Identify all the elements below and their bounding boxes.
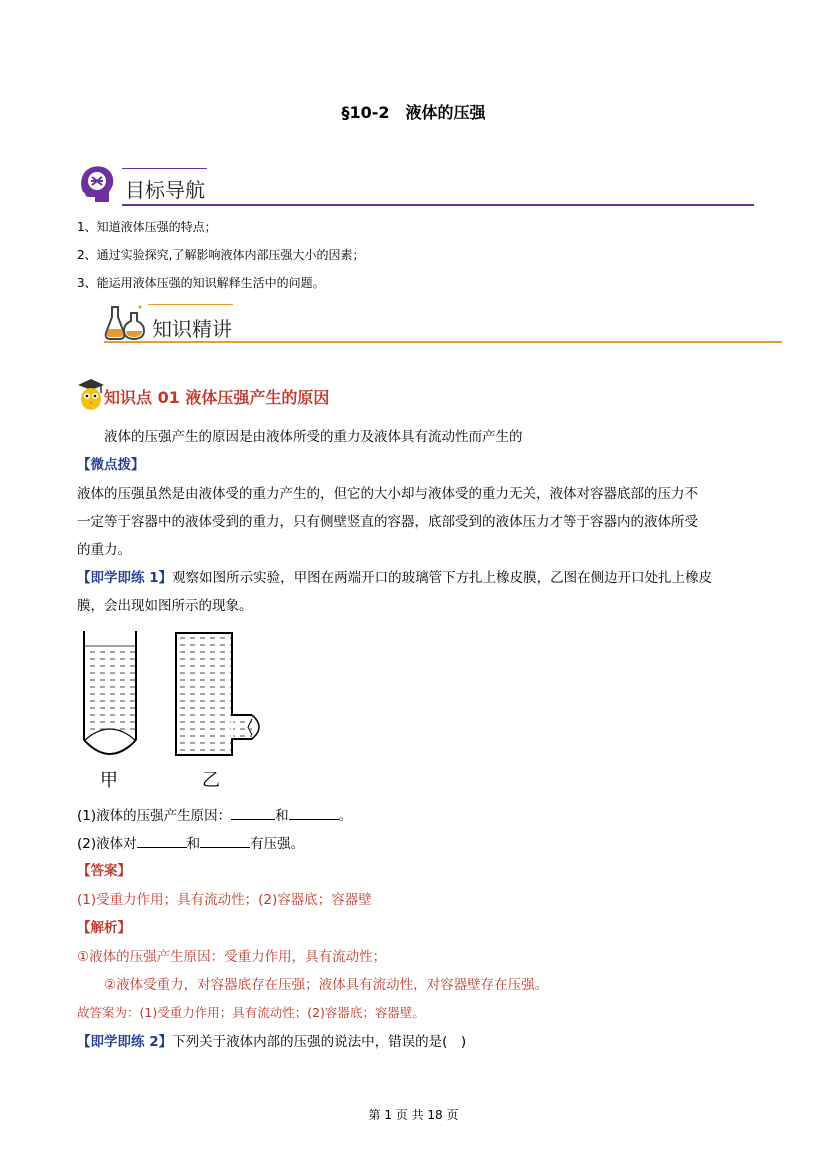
question-2-and: 和 — [186, 836, 201, 852]
knowledge-underline — [104, 341, 782, 343]
knowledge-point-heading: 知识点 01 液体压强产生的原因 — [104, 388, 330, 407]
answer-label: 【答案】 — [77, 863, 131, 879]
tip-line-2: 一定等于容器中的液体受到的重力，只有侧壁竖直的容器，底部受到的液体压力才等于容器内的液体所受 — [77, 514, 698, 530]
head-brain-icon — [77, 162, 117, 206]
analysis-1: ①液体的压强产生原因：受重力作用，具有流动性； — [77, 949, 387, 965]
exercise2-label: 【即学即练 2】 — [77, 1034, 173, 1050]
analysis-2: ②液体受重力，对容器底存在压强；液体具有流动性，对容器壁存在压强。 — [104, 977, 549, 993]
exercise1-text-1: 观察如图所示实验，甲图在两端开口的玻璃管下方扎上橡皮膜，乙图在侧边开口处扎上橡皮 — [172, 570, 713, 586]
page-footer: 第 1 页 共 18 页 — [368, 1108, 459, 1122]
goals-heading: 目标导航 — [125, 178, 205, 202]
knowledge-heading: 知识精讲 — [152, 317, 232, 341]
question-1-end: 。 — [338, 808, 353, 824]
conclusion: 故答案为：(1)受重力作用；具有流动性；(2)容器底；容器壁。 — [77, 1005, 425, 1020]
goal-item-3: 3、能运用液体压强的知识解释生活中的问题。 — [77, 276, 325, 290]
question-1-text: (1)液体的压强产生原因： — [77, 808, 232, 824]
goals-section-header — [77, 162, 754, 210]
page-title: §10-2 液体的压强 — [341, 103, 486, 122]
goals-underline — [122, 204, 754, 206]
question-2-end: 有压强。 — [250, 836, 305, 852]
knowledge-section-header — [104, 301, 782, 346]
exercise2-text: 下列关于液体内部的压强的说法中，错误的是( ) — [172, 1034, 467, 1050]
figure-label-a: 甲 — [100, 770, 118, 791]
answer-text: (1)受重力作用；具有流动性；(2)容器底；容器壁 — [77, 892, 372, 908]
goal-item-2: 2、通过实验探究,了解影响液体内部压强大小的因素； — [77, 248, 365, 262]
exercise2 — [77, 1033, 466, 1051]
question-1-and: 和 — [275, 808, 289, 824]
answer-blank-2[interactable] — [289, 806, 339, 820]
answer-blank-4[interactable] — [200, 834, 250, 848]
question-2 — [77, 834, 304, 853]
exercise1-line-1 — [77, 569, 712, 587]
figure-label-b: 乙 — [202, 770, 220, 791]
analysis-label: 【解析】 — [77, 920, 131, 936]
owl-graduate-icon — [76, 377, 106, 413]
point-intro: 液体的压强产生的原因是由液体所受的重力及液体具有流动性而产生的 — [104, 429, 523, 445]
tip-line-3: 的重力。 — [77, 542, 131, 558]
tip-label: 【微点拨】 — [77, 457, 145, 473]
goals-top-rule — [122, 168, 207, 169]
goal-item-1: 1、知道液体压强的特点； — [77, 220, 217, 234]
knowledge-top-rule — [148, 304, 233, 305]
question-1 — [77, 806, 352, 825]
tip-line-1: 液体的压强虽然是由液体受的重力产生的，但它的大小却与液体受的重力无关，液体对容器底部的压力不 — [77, 486, 698, 502]
exercise1-line-2: 膜，会出现如图所示的现象。 — [77, 598, 253, 614]
question-2-text: (2)液体对 — [77, 836, 137, 852]
answer-blank-1[interactable] — [231, 806, 275, 820]
answer-blank-3[interactable] — [137, 834, 187, 848]
flask-icon — [104, 303, 146, 343]
exercise1-label: 【即学即练 1】 — [77, 570, 173, 586]
